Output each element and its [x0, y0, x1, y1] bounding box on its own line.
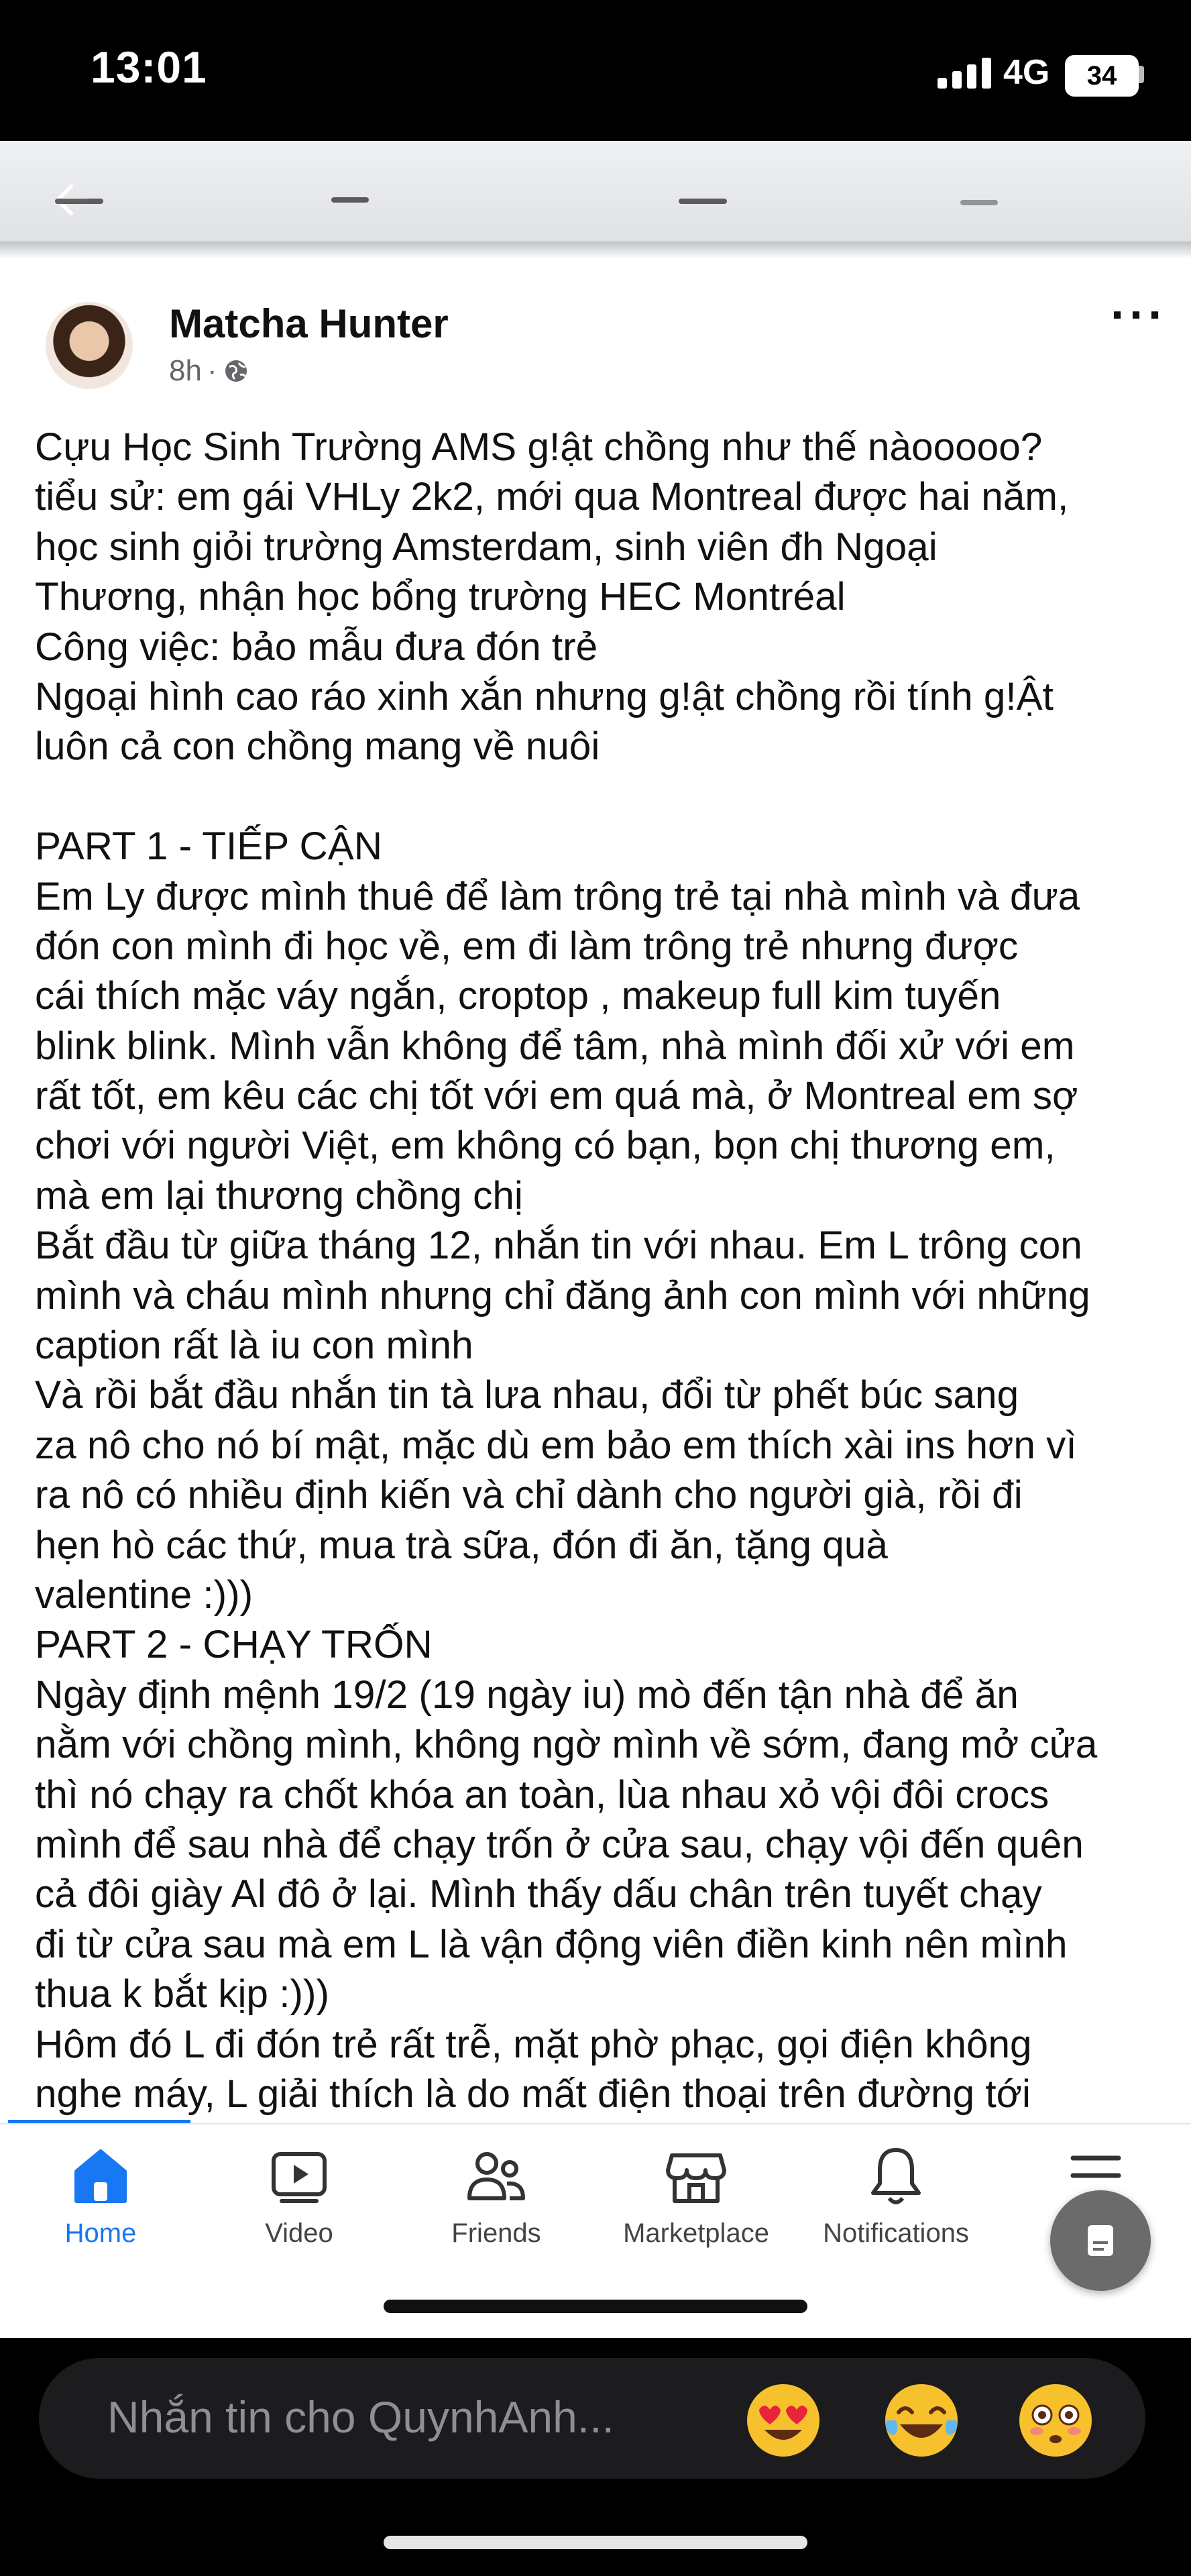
post-text-line: Bắt đầu từ giữa tháng 12, nhắn tin với nhau. Em L trông con — [35, 1224, 1082, 1268]
blurred-header-item — [960, 200, 998, 205]
home-indicator — [384, 2300, 807, 2313]
bell-icon — [862, 2142, 929, 2209]
post-text-line: tiểu sử: em gái VHLy 2k2, mới qua Montreal được hai năm, — [35, 475, 1069, 519]
post-text-line: Thương, nhận học bổng trường HEC Montréal — [35, 575, 846, 619]
tab-label: Notifications — [823, 2218, 969, 2248]
friends-icon — [463, 2142, 530, 2209]
post-text-line: blink blink. Mình vẫn không để tâm, nhà mình đối xử với em — [35, 1024, 1075, 1068]
post-text-line: Ngày định mệnh 19/2 (19 ngày iu) mò đến tận nhà để ăn — [35, 1672, 1019, 1717]
post-text-line: mà em lại thương chồng chị — [35, 1173, 523, 1218]
post-text-line: hẹn hò các thứ, mua trà sữa, đón đi ăn, tặng quà — [35, 1523, 888, 1567]
tab-label: Home — [64, 2218, 137, 2248]
post-text-line: ra nô có nhiều định kiến và chỉ dành cho người già, rồi đi — [35, 1473, 1023, 1517]
post-text-line: học sinh giỏi trường Amsterdam, sinh viên đh Ngoại — [35, 525, 938, 569]
globe-icon — [223, 358, 249, 384]
post-text-line: cái thích mặc váy ngắn, croptop , makeup full kim tuyến — [35, 974, 1001, 1018]
battery-tip — [1139, 66, 1144, 83]
top-navigation — [0, 141, 1191, 248]
home-icon — [67, 2142, 134, 2209]
compose-button[interactable] — [1050, 2190, 1151, 2291]
status-time: 13:01 — [91, 42, 207, 92]
post-text-line: mình và cháu mình nhưng chỉ đăng ảnh con mình với những — [35, 1273, 1090, 1318]
post-text-line: Công việc: bảo mẫu đưa đón trẻ — [35, 625, 598, 669]
blurred-header-item — [55, 199, 103, 204]
post-text-line: nghe máy, L giải thích là do mất điện thoại trên đường tới — [35, 2072, 1031, 2116]
avatar[interactable] — [46, 302, 133, 389]
post-text-line: Cựu Học Sinh Trường AMS g!ật chồng như thế nàooooo? — [35, 425, 1043, 469]
meta-separator: · — [207, 354, 217, 387]
post-text-line: Em Ly được mình thuê để làm trông trẻ tại nhà mình và đưa — [35, 874, 1080, 918]
tab-marketplace[interactable] — [596, 2142, 797, 2249]
post-text-line: rất tốt, em kêu các chị tốt với em quá mà, ở Montreal em sợ — [35, 1074, 1078, 1118]
post-text-line — [35, 772, 1175, 822]
network-type: 4G — [1003, 53, 1050, 92]
post-text-line: za nô cho nó bí mật, mặc dù em bảo em thích xài ins hơn vì — [35, 1423, 1077, 1467]
post-text-line: nằm với chồng mình, không ngờ mình về sớm, đang mở cửa — [35, 1723, 1098, 1767]
flushed-emoji[interactable] — [1017, 2381, 1094, 2459]
post-meta — [169, 354, 249, 388]
tab-label: Marketplace — [623, 2218, 769, 2248]
status-bar — [0, 0, 1191, 141]
video-icon — [266, 2142, 333, 2209]
post-text-line: đi từ cửa sau mà em L là vận động viên điền kinh nên mình — [35, 1922, 1068, 1966]
author-name[interactable]: Matcha Hunter — [169, 301, 449, 346]
post-text-line: chơi với người Việt, em không có bạn, bọn chị thương em, — [35, 1124, 1056, 1168]
post-text-line: đón con mình đi học về, em đi làm trông trẻ nhưng được — [35, 924, 1019, 968]
blurred-header-item — [679, 199, 727, 204]
post-text-line: PART 1 - TIẾP CẬN — [35, 824, 383, 869]
post-text-line: Hôm đó L đi đón trẻ rất trễ, mặt phờ phạc, gọi điện không — [35, 2022, 1032, 2066]
post-text — [35, 423, 1175, 2127]
signal-icon — [938, 58, 994, 89]
compose-icon — [1085, 2222, 1116, 2259]
post-text-line: PART 2 - CHẠY TRỐN — [35, 1623, 433, 1667]
tab-video[interactable] — [198, 2142, 400, 2249]
post-text-line: luôn cả con chồng mang về nuôi — [35, 724, 600, 769]
tab-label: Friends — [451, 2218, 541, 2248]
tab-notifications[interactable] — [795, 2142, 997, 2249]
post-screen — [0, 141, 1191, 2338]
post-text-line: Ngoại hình cao ráo xinh xắn nhưng g!ật chồng rồi tính g!Ật — [35, 674, 1054, 718]
home-indicator — [384, 2536, 807, 2549]
post-text-line: valentine :))) — [35, 1572, 253, 1617]
tab-label: Video — [265, 2218, 333, 2248]
bottom-tab-bar — [0, 2123, 1191, 2279]
blurred-header-item — [331, 197, 369, 203]
marketplace-icon — [663, 2142, 730, 2209]
more-options-icon[interactable]: ··· — [1111, 288, 1167, 342]
post-time[interactable]: 8h — [169, 354, 202, 387]
message-input-placeholder: Nhắn tin cho QuynhAnh... — [107, 2392, 614, 2442]
post-text-line: cả đôi giày Al đô ở lại. Mình thấy dấu chân trên tuyết chạy — [35, 1872, 1042, 1917]
post-text-line: Và rồi bắt đầu nhắn tin tà lưa nhau, đổi từ phết búc sang — [35, 1373, 1019, 1417]
battery-icon: 34 — [1065, 55, 1139, 97]
tab-home[interactable] — [0, 2142, 201, 2249]
tears-of-joy-emoji[interactable] — [883, 2381, 960, 2459]
heart-eyes-emoji[interactable] — [744, 2381, 822, 2459]
post-text-line: thì nó chạy ra chốt khóa an toàn, lùa nhau xỏ vội đôi crocs — [35, 1772, 1050, 1817]
post-text-line: thua k bắt kịp :))) — [35, 1972, 329, 2017]
header-shadow — [0, 241, 1191, 259]
post-text-line: caption rất là iu con mình — [35, 1324, 473, 1368]
tab-friends[interactable] — [396, 2142, 597, 2249]
post-text-line: mình để sau nhà để chạy trốn ở cửa sau, chạy vội đến quên — [35, 1822, 1084, 1866]
